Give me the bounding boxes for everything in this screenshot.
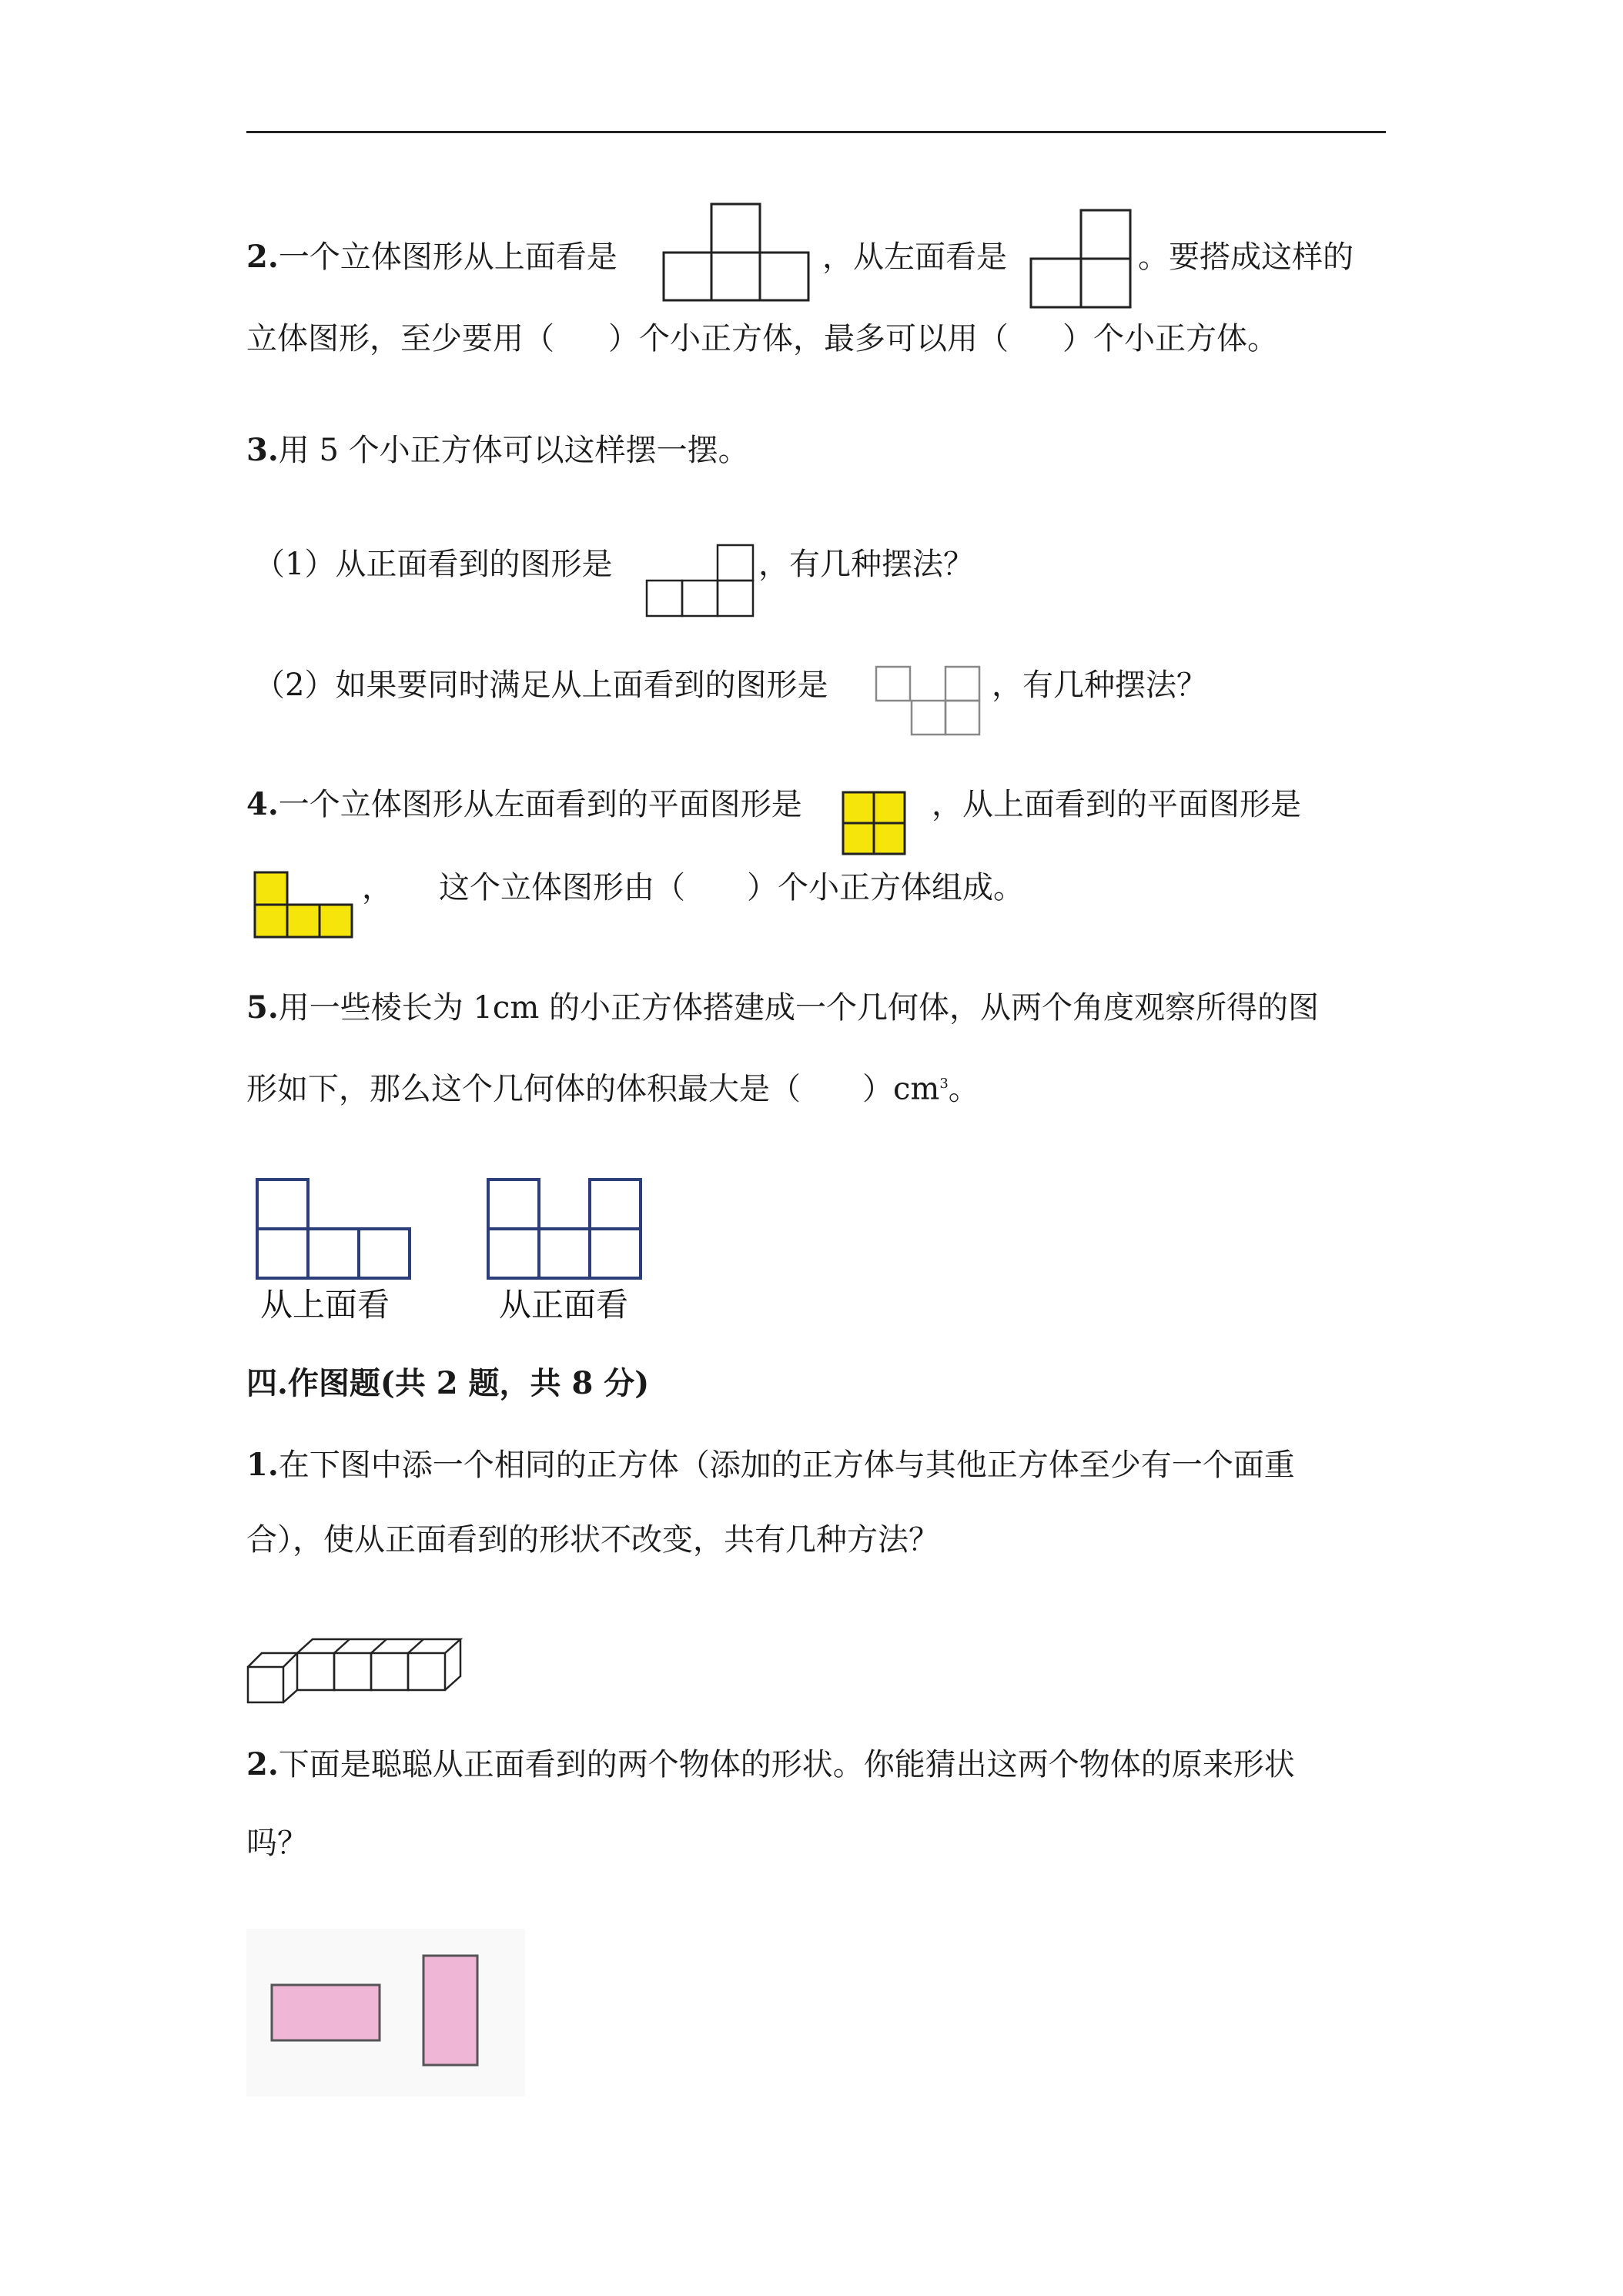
q3-sub2 (254, 664, 828, 707)
q3-line (246, 429, 749, 472)
q5-front-view-figure (485, 1176, 644, 1283)
d1-cube-edge (283, 1653, 297, 1667)
q2-line1-b (822, 236, 1007, 279)
q4-text-a: 一个立体图形从左面看到的平面图形是 (278, 787, 802, 822)
q3-sub2-tail (992, 664, 1207, 707)
q5-line1-text: 用一些棱长为 1cm 的小正方体搭建成一个几何体，从两个角度观察所得的图 (278, 990, 1319, 1026)
q3-sub1-tail (758, 543, 974, 586)
q3-top-cell (945, 667, 979, 701)
d2-line2: 吗？ (246, 1826, 308, 1861)
q5-unit-superscript: 3 (939, 1076, 949, 1092)
q4-left-view-figure (841, 790, 909, 858)
d1-cube-edge (334, 1639, 350, 1653)
q3-number: 3. (246, 432, 279, 468)
q2-text-a: 一个立体图形从上面看是 (278, 239, 617, 275)
d1-cube-edge (408, 1639, 423, 1653)
d2-vertical-rectangle (423, 1956, 477, 2065)
q2-line2 (246, 317, 1278, 360)
section-4-title: 四.作图题(共 2 题，共 8 分) (246, 1365, 650, 1401)
q2-left-view-figure (1029, 208, 1133, 310)
d2-line1 (246, 1743, 1295, 1786)
q3-top-view-figure (873, 664, 986, 739)
q4-left-cell (874, 823, 905, 854)
q4-line1 (246, 783, 802, 826)
q3-top-cell (912, 701, 945, 735)
q2-line1 (246, 236, 617, 279)
q4-text-b: ，从上面看到的平面图形是 (932, 787, 1301, 822)
q3-sub1-b: ，有几种摆法？ (758, 547, 974, 582)
q5-top-cell (359, 1229, 410, 1278)
q5-number: 5. (246, 989, 279, 1026)
q5-top-cell (257, 1229, 308, 1278)
d2-shapes-figure (246, 1929, 525, 2097)
d1-cube-face (334, 1653, 371, 1690)
q5-line2-c: 。 (948, 1071, 979, 1107)
q5-top-cell (308, 1229, 359, 1278)
q2-left-cell (1081, 210, 1130, 259)
q5-top-cell (257, 1180, 308, 1229)
q4-top-cell (320, 905, 352, 937)
q5-front-cell (488, 1229, 539, 1278)
d2-horizontal-rectangle (272, 1985, 380, 2040)
q3-text: 用 5 个小正方体可以这样摆一摆。 (278, 433, 749, 468)
q4-top-cell (287, 905, 320, 937)
q4-line2 (362, 866, 1024, 909)
q2-top-cell (664, 253, 711, 300)
q3-sub1 (254, 543, 612, 586)
q4-line2-a: ， (362, 870, 393, 905)
q2-top-cell (711, 253, 760, 300)
q5-line2 (246, 1063, 979, 1110)
q3-sub2-b: ，有几种摆法？ (992, 668, 1207, 703)
q4-left-cell (843, 792, 874, 823)
d1-cube-face (297, 1653, 334, 1690)
d2-number: 2. (246, 1746, 279, 1782)
d1-front-cube (248, 1667, 283, 1702)
q5-caption-front: 从正面看 (499, 1286, 629, 1324)
q3-top-cell (876, 667, 910, 701)
q4-line2-c: ）个小正方体组成。 (747, 870, 1024, 905)
q4-line2-b: 这个立体图形由（ (439, 870, 685, 905)
q3-front-cell (647, 581, 682, 616)
q5-line2-a: 形如下，那么这个几何体的体积最大是（ (246, 1071, 801, 1107)
q3-sub1-a: （1）从正面看到的图形是 (254, 547, 613, 582)
q3-front-cell (718, 581, 753, 616)
q5-line2-b: ）cm (862, 1071, 940, 1107)
q2-line2-c: ）个小正方体。 (1062, 321, 1278, 356)
q3-front-view-figure (644, 544, 756, 619)
q2-left-cell (1081, 259, 1130, 307)
d1-line1-text: 在下图中添一个相同的正方体（添加的正方体与其他正方体至少有一个面重 (278, 1448, 1295, 1483)
q5-caption-top: 从上面看 (260, 1286, 390, 1324)
q2-text-b: ，从左面看是 (822, 239, 1007, 275)
d1-cube-edge (371, 1639, 387, 1653)
d1-line1 (246, 1444, 1295, 1487)
d1-line2: 合），使从正面看到的形状不改变，共有几种方法？ (246, 1522, 939, 1558)
q4-line1-b (932, 783, 1301, 826)
q2-line2-a: 立体图形，至少要用（ (246, 321, 554, 356)
q2-line1-c (1138, 236, 1354, 279)
q5-line1 (246, 986, 1319, 1029)
q2-top-cell (711, 204, 760, 253)
q3-front-cell (718, 545, 753, 581)
q4-left-cell (843, 823, 874, 854)
header-rule (246, 131, 1386, 133)
q5-front-cell (539, 1229, 590, 1278)
q2-left-cell (1031, 259, 1081, 307)
q3-sub2-a: （2）如果要同时满足从上面看到的图形是 (254, 668, 828, 703)
d1-cube-row-figure (245, 1637, 474, 1706)
q2-line2-b: ）个小正方体，最多可以用（ (608, 321, 1009, 356)
q4-top-cell (255, 872, 287, 905)
q3-top-cell (945, 701, 979, 735)
q2-top-view-figure (662, 202, 813, 302)
q4-left-cell (874, 792, 905, 823)
d1-cube-face (408, 1653, 445, 1690)
d1-number: 1. (246, 1447, 279, 1483)
q5-front-cell (488, 1180, 539, 1229)
q5-front-cell (590, 1180, 641, 1229)
q4-top-view-figure (253, 870, 356, 939)
q4-top-cell (255, 905, 287, 937)
q2-text-c: 。要搭成这样的 (1138, 239, 1354, 275)
q3-front-cell (682, 581, 718, 616)
q2-number: 2. (246, 239, 279, 275)
q5-top-view-figure (254, 1176, 413, 1283)
d1-front-cube-side (283, 1690, 297, 1702)
d1-cube-face (371, 1653, 408, 1690)
d2-line1-text: 下面是聪聪从正面看到的两个物体的形状。你能猜出这两个物体的原来形状 (278, 1747, 1295, 1782)
q4-number: 4. (246, 786, 279, 822)
q5-front-cell (590, 1229, 641, 1278)
q2-top-cell (760, 253, 808, 300)
